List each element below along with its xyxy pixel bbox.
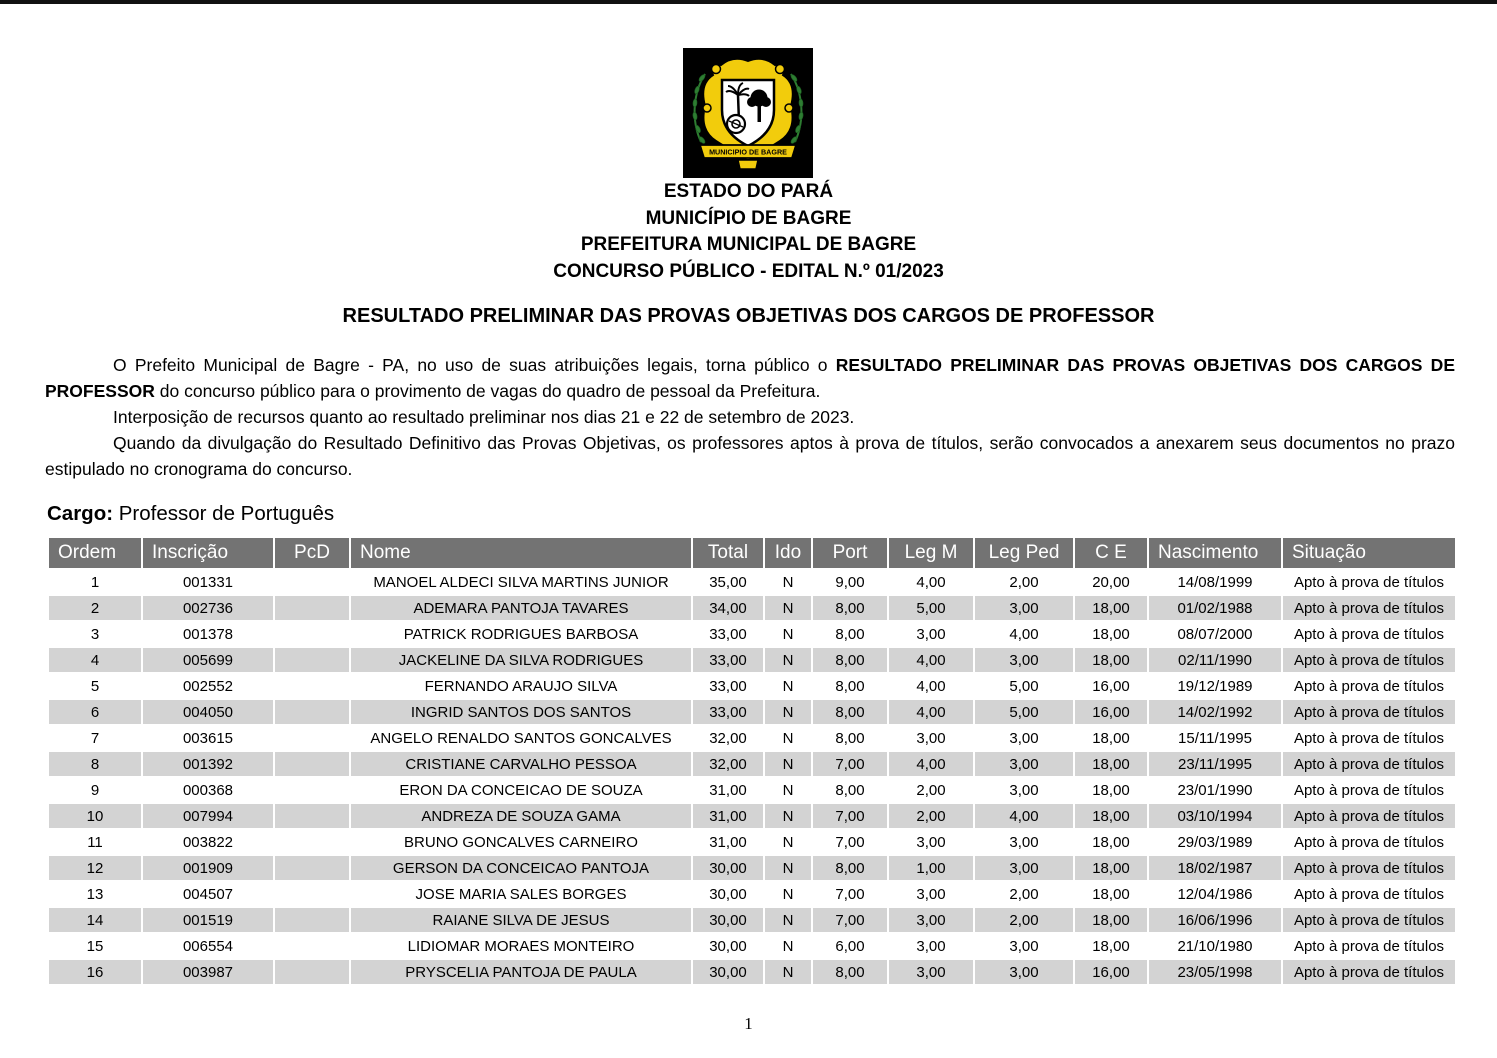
cell-inscricao: 003615 <box>182 729 234 747</box>
cell-nascimento: 23/11/1995 <box>1149 752 1281 776</box>
cell-ordem: 13 <box>86 885 104 903</box>
cell-c-e: 18,00 <box>1075 648 1147 672</box>
table-row <box>49 596 1455 620</box>
cell-leg-m: 3,00 <box>916 625 946 643</box>
cell-leg-m: 4,00 <box>889 700 973 724</box>
cell-ordem: 4 <box>49 648 141 672</box>
cell-port: 8,00 <box>835 729 865 747</box>
banner-text: MUNICIPIO DE BAGRE <box>709 147 787 157</box>
cell-nome: ERON DA CONCEICAO DE SOUZA <box>399 781 643 799</box>
cell-total: 30,00 <box>709 937 747 955</box>
cell-pcd <box>275 648 349 672</box>
cell-nascimento: 16/06/1996 <box>1149 908 1281 932</box>
cell-inscricao: 006554 <box>182 937 234 955</box>
cell-ordem: 1 <box>90 573 100 591</box>
cell-leg-ped: 3,00 <box>975 960 1073 984</box>
cell-port: 7,00 <box>813 752 887 776</box>
cell-port: 9,00 <box>835 573 865 591</box>
paragraph-intro-suffix: do concurso público para o provimento de vagas do quadro de pessoal da Prefeitura. <box>154 381 821 401</box>
cell-c-e: 18,00 <box>1092 833 1130 851</box>
column-header-total: Total <box>693 538 763 568</box>
cell-leg-ped: 3,00 <box>975 648 1073 672</box>
cell-total: 32,00 <box>693 752 763 776</box>
cell-leg-m: 3,00 <box>916 937 946 955</box>
table-row <box>49 908 1455 932</box>
cell-c-e: 18,00 <box>1075 908 1147 932</box>
cell-total: 34,00 <box>693 596 763 620</box>
paragraph-intro-bold: RESULTADO PRELIMINAR DAS PROVAS OBJETIVAS DOS CARGOS DE PROFESSOR <box>45 355 1455 401</box>
cell-leg-ped: 3,00 <box>975 596 1073 620</box>
cell-leg-m: 3,00 <box>916 729 946 747</box>
cell-situacao: Apto à prova de títulos <box>1283 596 1455 620</box>
cell-situacao: Apto à prova de títulos <box>1293 781 1445 799</box>
column-header-leg-ped: Leg Ped <box>975 538 1073 568</box>
table-row <box>49 570 1455 594</box>
cell-inscricao: 007994 <box>143 804 273 828</box>
cell-situacao: Apto à prova de títulos <box>1293 573 1445 591</box>
cell-pcd <box>275 622 349 646</box>
table-row <box>49 856 1455 880</box>
cell-ido: N <box>765 856 811 880</box>
cell-port: 8,00 <box>813 700 887 724</box>
cell-pcd <box>275 960 349 984</box>
cell-port: 7,00 <box>835 833 865 851</box>
cell-leg-m: 5,00 <box>889 596 973 620</box>
cell-c-e: 18,00 <box>1092 729 1130 747</box>
cargo-label: Cargo: <box>47 502 114 525</box>
org-header-state: ESTADO DO PARÁ <box>663 181 834 202</box>
cell-nome: PRYSCELIA PANTOJA DE PAULA <box>351 960 691 984</box>
cell-nome: RAIANE SILVA DE JESUS <box>351 908 691 932</box>
cell-port: 8,00 <box>835 625 865 643</box>
table-row <box>49 778 1455 802</box>
cell-pcd <box>275 726 349 750</box>
cell-inscricao: 004507 <box>182 885 234 903</box>
cell-leg-ped: 4,00 <box>975 804 1073 828</box>
paragraph-intro-prefix: O Prefeito Municipal de Bagre - PA, no uso de suas atribuições legais, torna público o <box>113 355 836 375</box>
cell-ordem: 10 <box>49 804 141 828</box>
cell-c-e: 18,00 <box>1075 856 1147 880</box>
cell-leg-m: 1,00 <box>889 856 973 880</box>
cell-pcd <box>275 778 349 802</box>
cell-ordem: 5 <box>90 677 100 695</box>
cell-ido: N <box>765 700 811 724</box>
cell-ordem: 15 <box>86 937 104 955</box>
cell-inscricao: 003822 <box>182 833 234 851</box>
results-table-body <box>49 570 1455 984</box>
paragraph-convocacao: Quando da divulgação do Resultado Definitivo das Provas Objetivas, os professores aptos à prova de títulos, serão convocados a anexarem seus documentos no prazo estipulado no cronograma do concurso. <box>45 433 1455 479</box>
cell-c-e: 18,00 <box>1092 625 1130 643</box>
cell-total: 35,00 <box>709 573 747 591</box>
cell-nome: ANDREZA DE SOUZA GAMA <box>351 804 691 828</box>
column-header-ordem: Ordem <box>49 538 141 568</box>
cell-pcd <box>275 856 349 880</box>
cell-nascimento: 12/04/1986 <box>1177 885 1253 903</box>
cell-port: 8,00 <box>813 856 887 880</box>
results-table <box>47 536 1457 986</box>
cell-inscricao: 004050 <box>143 700 273 724</box>
cell-pcd <box>275 700 349 724</box>
cell-inscricao: 001378 <box>182 625 234 643</box>
cell-ordem: 2 <box>49 596 141 620</box>
globe-emblem-icon <box>727 115 745 133</box>
column-header-nascimento: Nascimento <box>1149 538 1281 568</box>
cell-leg-m: 3,00 <box>916 885 946 903</box>
cell-nome: PATRICK RODRIGUES BARBOSA <box>403 625 639 643</box>
cell-ido: N <box>765 804 811 828</box>
table-row <box>49 752 1455 776</box>
cell-nome: INGRID SANTOS DOS SANTOS <box>351 700 691 724</box>
cell-port: 7,00 <box>835 885 865 903</box>
cell-port: 8,00 <box>813 596 887 620</box>
cell-total: 33,00 <box>693 700 763 724</box>
cell-nascimento: 03/10/1994 <box>1149 804 1281 828</box>
cell-leg-m: 4,00 <box>889 648 973 672</box>
cell-nascimento: 15/11/1995 <box>1178 729 1252 747</box>
cell-c-e: 16,00 <box>1075 960 1147 984</box>
column-header-situacao: Situação <box>1283 538 1455 568</box>
table-row <box>49 804 1455 828</box>
cell-inscricao: 001392 <box>143 752 273 776</box>
cell-situacao: Apto à prova de títulos <box>1293 677 1445 695</box>
cell-inscricao: 000368 <box>182 781 234 799</box>
cell-total: 32,00 <box>709 729 747 747</box>
cell-pcd <box>275 570 349 594</box>
paragraph-recursos: Interposição de recursos quanto ao resultado preliminar nos dias 21 e 22 de setembro de 2023. <box>113 407 855 427</box>
cell-inscricao: 003987 <box>143 960 273 984</box>
cell-ido: N <box>765 960 811 984</box>
cell-nascimento: 14/02/1992 <box>1149 700 1281 724</box>
cell-ordem: 11 <box>87 833 103 851</box>
cell-nascimento: 23/01/1990 <box>1177 781 1253 799</box>
cell-ordem: 9 <box>90 781 100 799</box>
column-header-inscricao: Inscrição <box>143 538 273 568</box>
cell-c-e: 18,00 <box>1075 596 1147 620</box>
coat-of-arms-bagre <box>683 48 813 178</box>
cell-pcd <box>275 934 349 958</box>
cell-leg-m: 2,00 <box>916 781 946 799</box>
table-row <box>49 726 1455 750</box>
cell-ido: N <box>782 625 794 643</box>
cell-port: 8,00 <box>835 677 865 695</box>
org-header-municipality: MUNICÍPIO DE BAGRE <box>645 207 852 229</box>
cell-inscricao: 002552 <box>182 677 234 695</box>
cell-total: 30,00 <box>709 885 747 903</box>
cell-leg-ped: 3,00 <box>1009 937 1039 955</box>
cell-pcd <box>275 830 349 854</box>
cell-leg-ped: 3,00 <box>1009 781 1039 799</box>
cell-total: 31,00 <box>709 833 747 851</box>
cell-ido: N <box>782 781 794 799</box>
cell-pcd <box>275 596 349 620</box>
cell-nascimento: 18/02/1987 <box>1149 856 1281 880</box>
cell-ordem: 3 <box>90 625 100 643</box>
cargo-value: Professor de Português <box>113 502 335 525</box>
cell-leg-m: 4,00 <box>889 752 973 776</box>
cell-leg-ped: 5,00 <box>975 700 1073 724</box>
cargo-line <box>47 502 334 526</box>
page-number: 1 <box>744 1014 753 1033</box>
cell-ido: N <box>782 677 794 695</box>
cell-leg-ped: 2,00 <box>1009 885 1039 903</box>
cell-nascimento: 14/08/1999 <box>1177 573 1253 591</box>
cell-total: 33,00 <box>709 677 747 695</box>
cell-c-e: 18,00 <box>1092 937 1130 955</box>
cell-total: 30,00 <box>693 856 763 880</box>
cell-leg-ped: 3,00 <box>1009 833 1039 851</box>
cell-total: 30,00 <box>693 960 763 984</box>
cell-ido: N <box>765 908 811 932</box>
cell-total: 30,00 <box>693 908 763 932</box>
cell-ido: N <box>782 573 794 591</box>
cell-nome: CRISTIANE CARVALHO PESSOA <box>351 752 691 776</box>
cell-situacao: Apto à prova de títulos <box>1293 625 1445 643</box>
cell-nascimento: 08/07/2000 <box>1177 625 1253 643</box>
cell-leg-ped: 5,00 <box>1009 677 1039 695</box>
cell-nome: FERNANDO ARAUJO SILVA <box>424 677 618 695</box>
cell-leg-m: 3,00 <box>916 833 946 851</box>
column-header-ido: Ido <box>765 538 811 568</box>
cell-situacao: Apto à prova de títulos <box>1283 752 1455 776</box>
cell-inscricao: 005699 <box>143 648 273 672</box>
cell-ordem: 6 <box>49 700 141 724</box>
cell-ordem: 8 <box>49 752 141 776</box>
cell-nascimento: 02/11/1990 <box>1149 648 1281 672</box>
cell-ido: N <box>765 752 811 776</box>
cell-c-e: 18,00 <box>1075 804 1147 828</box>
cell-c-e: 18,00 <box>1092 781 1130 799</box>
cell-nome: BRUNO GONCALVES CARNEIRO <box>404 833 638 851</box>
cell-nascimento: 19/12/1989 <box>1177 677 1253 695</box>
cell-ordem: 14 <box>49 908 141 932</box>
cell-leg-ped: 3,00 <box>975 752 1073 776</box>
column-header-leg-m: Leg M <box>889 538 973 568</box>
page-top-edge <box>0 0 1497 4</box>
cell-ido: N <box>782 729 794 747</box>
cell-situacao: Apto à prova de títulos <box>1283 908 1455 932</box>
cell-ordem: 7 <box>90 729 100 747</box>
column-header-c-e: C E <box>1075 538 1147 568</box>
cell-ido: N <box>765 648 811 672</box>
cell-c-e: 16,00 <box>1075 700 1147 724</box>
cell-inscricao: 001331 <box>182 573 234 591</box>
column-header-port: Port <box>813 538 887 568</box>
cell-leg-ped: 4,00 <box>1009 625 1039 643</box>
table-row <box>49 882 1455 906</box>
cell-leg-m: 4,00 <box>916 573 946 591</box>
cell-ido: N <box>782 833 794 851</box>
cell-nascimento: 23/05/1998 <box>1149 960 1281 984</box>
cell-port: 7,00 <box>813 908 887 932</box>
cell-leg-ped: 2,00 <box>1009 573 1039 591</box>
cell-total: 31,00 <box>693 804 763 828</box>
cell-inscricao: 002736 <box>143 596 273 620</box>
paragraph-intro <box>45 352 1455 404</box>
cell-nome: ANGELO RENALDO SANTOS GONCALVES <box>370 729 672 747</box>
cell-leg-m: 2,00 <box>889 804 973 828</box>
cell-pcd <box>275 908 349 932</box>
cell-leg-ped: 2,00 <box>975 908 1073 932</box>
column-header-pcd: PcD <box>275 538 349 568</box>
cell-ido: N <box>765 596 811 620</box>
cell-c-e: 18,00 <box>1075 752 1147 776</box>
cell-inscricao: 001519 <box>143 908 273 932</box>
cell-nome: ADEMARA PANTOJA TAVARES <box>351 596 691 620</box>
cell-nome: MANOEL ALDECI SILVA MARTINS JUNIOR <box>373 573 669 591</box>
table-row <box>49 830 1455 854</box>
table-row <box>49 622 1455 646</box>
org-header-prefeitura: PREFEITURA MUNICIPAL DE BAGRE <box>580 234 917 255</box>
cell-pcd <box>275 674 349 698</box>
table-row <box>49 648 1455 672</box>
cell-inscricao: 001909 <box>143 856 273 880</box>
cell-port: 6,00 <box>835 937 865 955</box>
cell-total: 33,00 <box>693 648 763 672</box>
org-header-edital: CONCURSO PÚBLICO - EDITAL N.º 01/2023 <box>553 260 944 282</box>
cell-c-e: 20,00 <box>1092 573 1130 591</box>
table-row <box>49 960 1455 984</box>
cell-port: 8,00 <box>835 781 865 799</box>
cell-situacao: Apto à prova de títulos <box>1293 885 1445 903</box>
cell-port: 8,00 <box>813 648 887 672</box>
cell-nome: JACKELINE DA SILVA RODRIGUES <box>351 648 691 672</box>
cell-situacao: Apto à prova de títulos <box>1283 960 1455 984</box>
cell-ido: N <box>782 885 794 903</box>
body-text <box>45 352 1455 482</box>
cell-leg-m: 3,00 <box>889 908 973 932</box>
cell-pcd <box>275 882 349 906</box>
cell-total: 33,00 <box>709 625 747 643</box>
cell-situacao: Apto à prova de títulos <box>1283 804 1455 828</box>
cell-nascimento: 01/02/1988 <box>1149 596 1281 620</box>
table-row <box>49 934 1455 958</box>
cell-nascimento: 29/03/1989 <box>1177 833 1253 851</box>
cell-pcd <box>275 804 349 828</box>
cell-ido: N <box>782 937 794 955</box>
cell-port: 8,00 <box>813 960 887 984</box>
cell-leg-m: 3,00 <box>889 960 973 984</box>
table-row <box>49 674 1455 698</box>
cell-leg-ped: 3,00 <box>1009 729 1039 747</box>
cell-nascimento: 21/10/1980 <box>1177 937 1253 955</box>
cell-situacao: Apto à prova de títulos <box>1283 856 1455 880</box>
cell-ordem: 12 <box>49 856 141 880</box>
cell-situacao: Apto à prova de títulos <box>1293 729 1445 747</box>
cell-leg-ped: 3,00 <box>975 856 1073 880</box>
cell-port: 7,00 <box>813 804 887 828</box>
cell-situacao: Apto à prova de títulos <box>1293 833 1445 851</box>
cell-nome: GERSON DA CONCEICAO PANTOJA <box>351 856 691 880</box>
cell-c-e: 16,00 <box>1092 677 1130 695</box>
cell-situacao: Apto à prova de títulos <box>1283 648 1455 672</box>
document-title: RESULTADO PRELIMINAR DAS PROVAS OBJETIVAS DOS CARGOS DE PROFESSOR <box>342 305 1155 327</box>
cell-c-e: 18,00 <box>1092 885 1130 903</box>
cell-total: 31,00 <box>709 781 747 799</box>
cell-ordem: 16 <box>49 960 141 984</box>
org-header <box>0 179 1497 285</box>
cell-situacao: Apto à prova de títulos <box>1283 700 1455 724</box>
cell-situacao: Apto à prova de títulos <box>1293 937 1445 955</box>
cell-nome: JOSE MARIA SALES BORGES <box>415 885 627 903</box>
cell-leg-m: 4,00 <box>916 677 946 695</box>
cell-pcd <box>275 752 349 776</box>
table-row <box>49 700 1455 724</box>
header-row <box>49 538 1455 568</box>
column-header-nome: Nome <box>351 538 691 568</box>
cell-nome: LIDIOMAR MORAES MONTEIRO <box>407 937 635 955</box>
